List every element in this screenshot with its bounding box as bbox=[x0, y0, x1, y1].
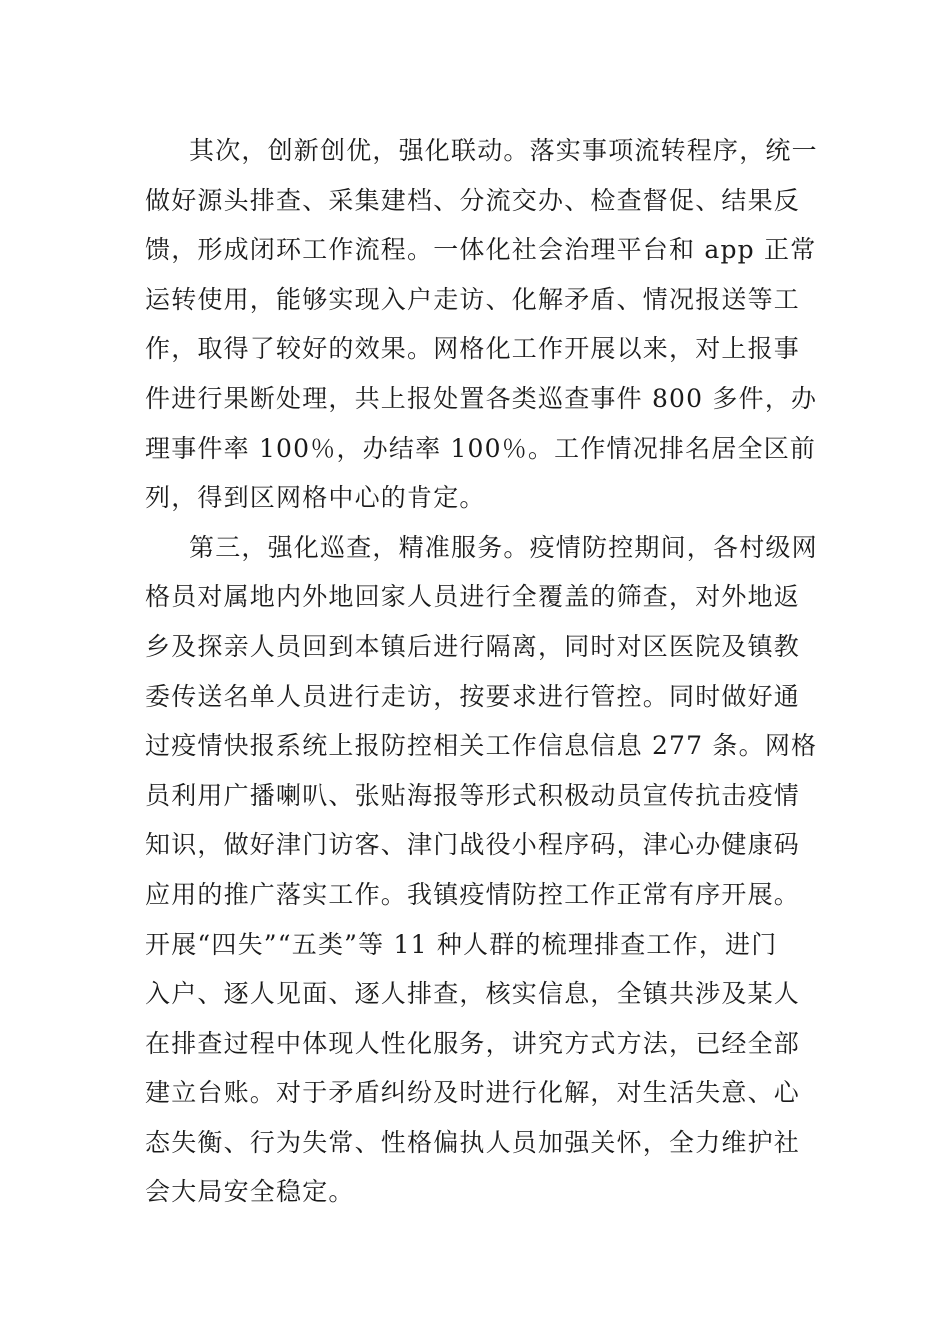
text-line: 开展“四失”“五类”等 11 种人群的梳理排查工作，进门 bbox=[145, 929, 778, 959]
text-line: 第三，强化巡查，精准服务。疫情防控期间，各村级网 bbox=[189, 532, 818, 562]
text-line: 知识，做好津门访客、津门战役小程序码，津心办健康码 bbox=[145, 830, 801, 860]
text-line: 应用的推广落实工作。我镇疫情防控工作正常有序开展。 bbox=[145, 879, 801, 909]
text-line: 乡及探亲人员回到本镇后进行隔离，同时对区医院及镇教 bbox=[145, 631, 801, 661]
text-line: 运转使用，能够实现入户走访、化解矛盾、情况报送等工 bbox=[145, 284, 801, 314]
text-line: 馈，形成闭环工作流程。一体化社会治理平台和 app 正常 bbox=[145, 235, 817, 265]
text-line: 在排查过程中体现人性化服务，讲究方式方法，已经全部 bbox=[145, 1028, 801, 1058]
paragraph-second-point bbox=[145, 126, 818, 523]
text-line: 员利用广播喇叭、张贴海报等形式积极动员宣传抗击疫情 bbox=[145, 780, 801, 810]
paragraph-screening-work bbox=[145, 920, 815, 1218]
text-line: 列，得到区网格中心的肯定。 bbox=[145, 483, 486, 513]
text-line: 建立台账。对于矛盾纠纷及时进行化解，对生活失意、心 bbox=[145, 1078, 801, 1108]
text-line: 会大局安全稳定。 bbox=[145, 1177, 355, 1207]
paragraph-third-point bbox=[145, 523, 818, 920]
text-line: 态失衡、行为失常、性格偏执人员加强关怀，全力维护社 bbox=[145, 1127, 801, 1157]
text-line: 格员对属地内外地回家人员进行全覆盖的筛查，对外地返 bbox=[145, 582, 801, 612]
text-line: 作，取得了较好的效果。网格化工作开展以来，对上报事 bbox=[145, 334, 801, 364]
document-body bbox=[145, 126, 818, 1217]
text-line: 委传送名单人员进行走访，按要求进行管控。同时做好通 bbox=[145, 681, 801, 711]
text-line: 过疫情快报系统上报防控相关工作信息信息 277 条。网格 bbox=[145, 731, 818, 761]
text-line: 入户、逐人见面、逐人排查，核实信息，全镇共涉及某人 bbox=[145, 979, 801, 1009]
text-line: 其次，创新创优，强化联动。落实事项流转程序，统一 bbox=[189, 136, 818, 165]
text-line: 做好源头排查、采集建档、分流交办、检查督促、结果反 bbox=[145, 185, 801, 215]
text-line: 理事件率 100％，办结率 100％。工作情况排名居全区前 bbox=[145, 433, 817, 463]
text-line: 件进行果断处理，共上报处置各类巡查事件 800 多件，办 bbox=[145, 383, 818, 413]
